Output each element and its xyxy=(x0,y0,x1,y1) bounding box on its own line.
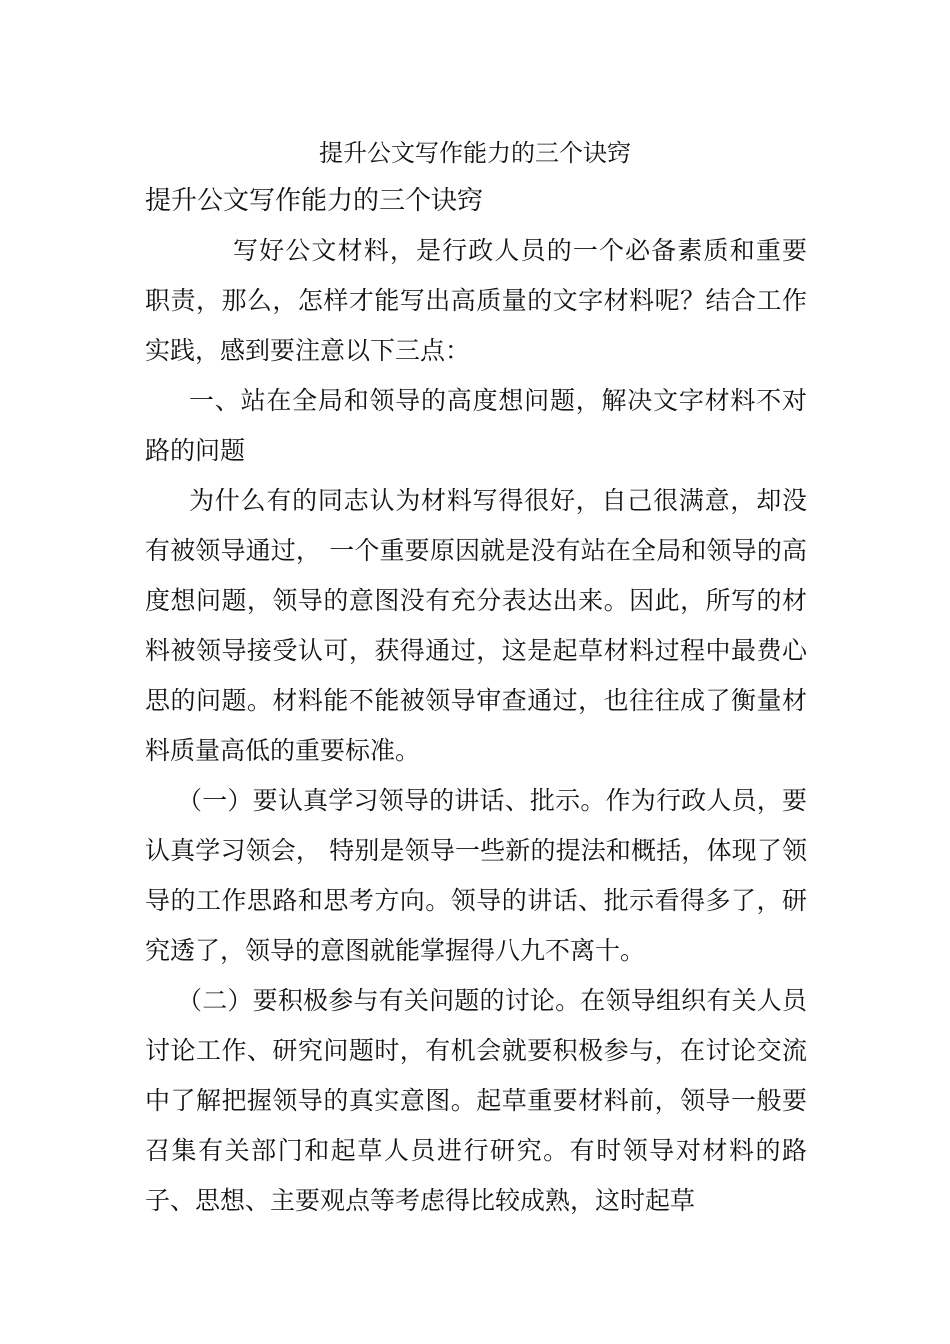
body-paragraph: （二）要积极参与有关问题的讨论。在领导组织有关人员讨论工作、研究问题时，有机会就要积极参与，在讨论交流中了解把握领导的真实意图。起草重要材料前，领导一般要召集有关部门和起草人员进行研究。有时领导对材料的路子、思想、主要观点等考虑得比较成熟，这时起草 xyxy=(145,986,807,1215)
body-paragraph: （一）要认真学习领导的讲话、批示。作为行政人员，要认真学习领会， 特别是领导一些新的提法和概括，体现了领导的工作思路和思考方向。领导的讲话、批示看得多了，研究透了，领导的意图就能掌握得八九不离十。 xyxy=(145,786,807,965)
body-paragraph: 为什么有的同志认为材料写得很好，自己很满意，却没有被领导通过， 一个重要原因就是没有站在全局和领导的高度想问题，领导的意图没有充分表达出来。因此，所写的材料被领导接受认可，获得通过，这是起草材料过程中最费心思的问题。材料能不能被领导审查通过，也往往成了衡量材料质量高低的重要标准。 xyxy=(145,486,807,765)
body-paragraph: 写好公文材料，是行政人员的一个必备素质和重要职责，那么，怎样才能写出高质量的文字材料呢？结合工作实践，感到要注意以下三点： xyxy=(145,236,807,365)
document-body xyxy=(145,226,807,1226)
document-subtitle: 提升公文写作能力的三个诀窍 xyxy=(145,186,484,216)
document-title: 提升公文写作能力的三个诀窍 xyxy=(319,139,631,167)
section-heading: 一、站在全局和领导的高度想问题，解决文字材料不对路的问题 xyxy=(145,386,807,465)
